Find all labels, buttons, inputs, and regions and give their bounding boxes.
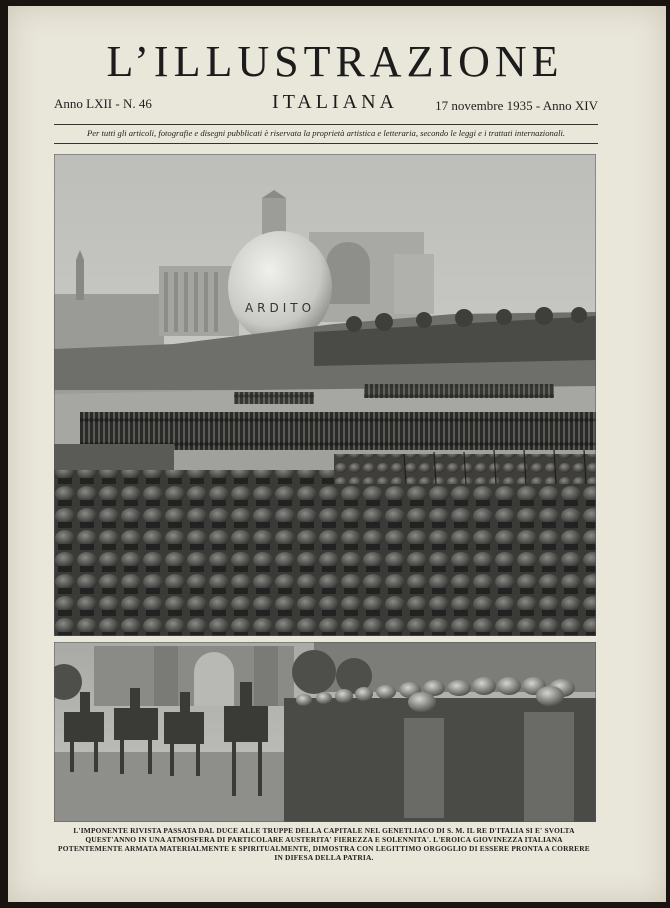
masthead-title: L’ILLUSTRAZIONE — [106, 37, 564, 86]
issue-date: 17 novembre 1935 - Anno XIV — [435, 98, 598, 113]
issue-number: Anno LXII - N. 46 — [54, 96, 152, 111]
header-rule-top — [54, 124, 598, 125]
photo-cavalry-and-soldiers — [54, 642, 596, 822]
photo-caption: L'IMPONENTE RIVISTA PASSATA DAL DUCE ALLE TRUPPE DELLA CAPITALE NEL GENETLIACO DI S. M. IL RE D'ITALIA SI E' SVOLTA QUEST'ANNO IN UNA ATMOSFERA DI PARTICOLARE AUSTERITA' FIEREZZA E SOLENNITA'. L'EROICA GIOVINEZZA ITALIANA POTENTEMENTE ARMATA MATERIALMENTE E SPIRITUALMENTE, DIMOSTRA CON LEGITTIMO ORGOGLIO DI ESSERE PRONTA A CORRERE IN DIFESA DELLA PATRIA. — [58, 826, 590, 862]
balloon-lettering: ARDITO — [244, 301, 316, 315]
header-rule-bottom — [54, 143, 598, 144]
masthead-subtitle: ITALIANA — [272, 91, 398, 113]
rights-notice: Per tutti gli articoli, fotografie e disegni pubblicati è riservata la proprietà artistica e letteraria, secondo le leggi e i trattati internazionali. — [86, 128, 566, 138]
photo-troops-review-forum — [54, 154, 596, 636]
